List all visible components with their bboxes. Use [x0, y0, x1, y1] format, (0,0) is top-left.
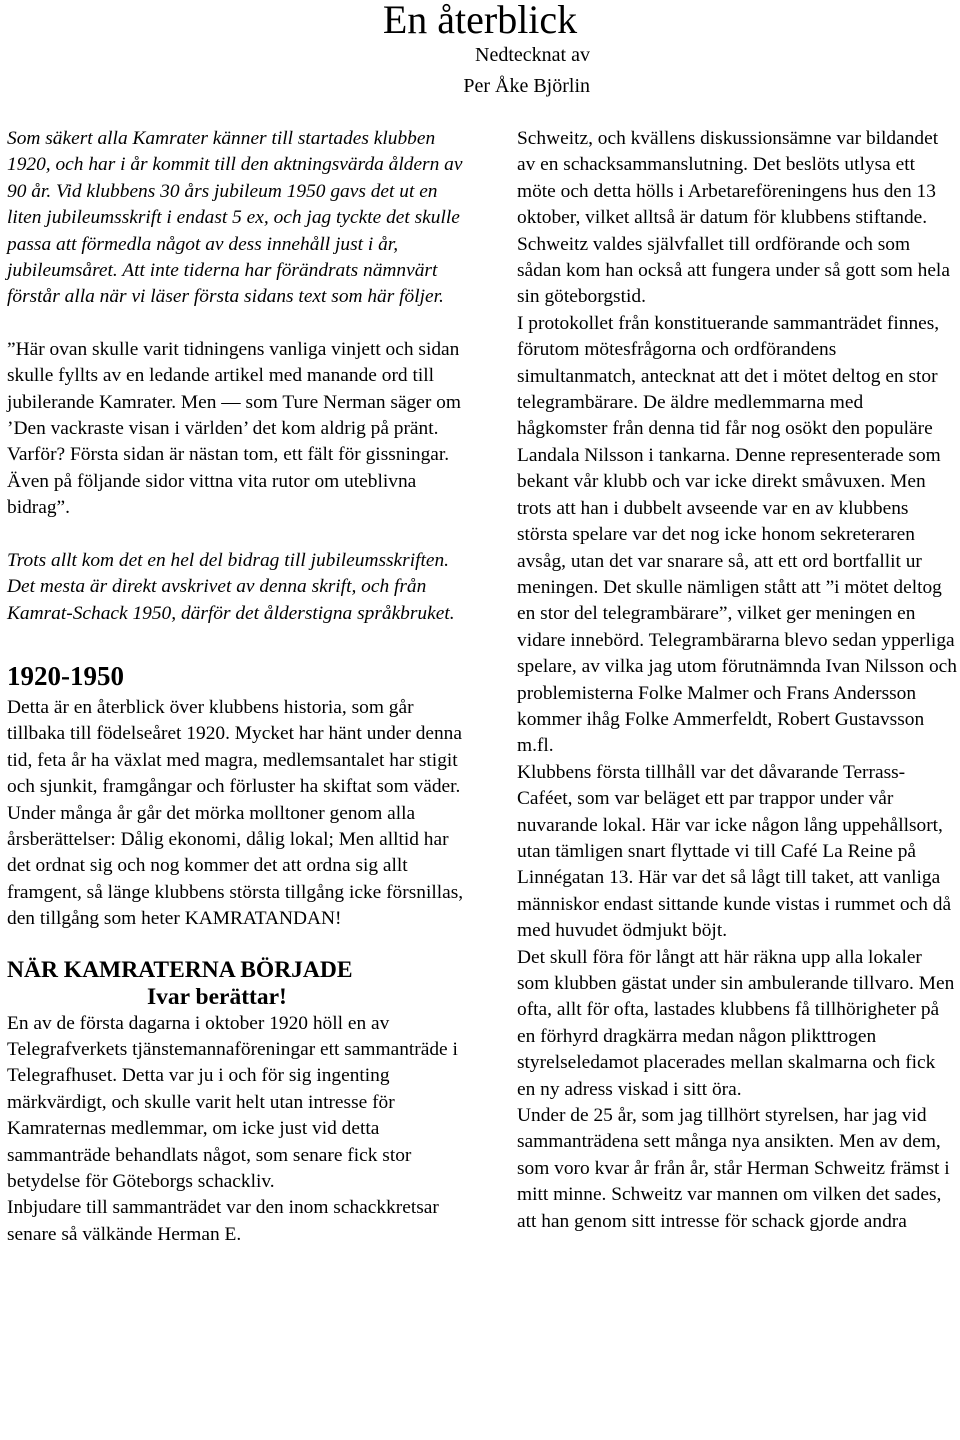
page-title: En återblick: [382, 0, 578, 42]
history-paragraph: Detta är en återblick över klubbens historia, som går tillbaka till födelseåret 1920. Mycket har hänt under denna tid, feta år ha växlat med magra, medlemsantalet har stigit och sjunkit, framgångar och förluster ha skiftat som väder.: [7, 696, 462, 798]
right-paragraph-1: Schweitz, och kvällens diskussionsämne var bildandet av en schacksammanslutning. Det beslöts utlysa ett möte och detta hölls i Arbetareföreningens hus den 13 oktober, vilket alltså är datum för klubbens stiftande. Schweitz valdes självfallet till ordförande och som sådan kom han också att fungera under så gott som hela sin göteborgstid.: [517, 128, 950, 308]
page-header: [0, 0, 960, 110]
intro-paragraph: Som säkert alla Kamrater känner till startades klubben 1920, och har i år kommit till den aktningsvärda åldern av 90 år. Vid klubbens 30 års jubileum 1950 gavs det ut en liten jubileumsskrift i endast 5 ex, och jag tyckte det skulle passa att förmedla något av dess innehåll just i år, jubileumsåret. Att inte tiderna har förändrats nämnvärt förstår alla när vi läser första sidans text som här följer.: [7, 128, 463, 308]
section-heading-start: NÄR KAMRATERNA BÖRJADE: [7, 956, 353, 983]
story-paragraph-2: Inbjudare till sammanträdet var den inom schackkretsar senare så välkände Herman E.: [7, 1197, 439, 1245]
byline-author: Per Åke Björlin: [463, 75, 590, 97]
right-paragraph-5: Under de 25 år, som jag tillhört styrelsen, har jag vid sammanträdena sett många nya ansikten. Men av dem, som voro kvar år från år, står Herman Schweitz främst i mitt minne. Schweitz var mannen om vilken det sades, att han genom sitt intresse för schack gjorde andra: [517, 1105, 950, 1232]
right-paragraph-3: Klubbens första tillhåll var det dåvarande Terrass-Caféet, som var beläget ett par trappor under vår nuvarande lokal. Här var icke någon lång uppehållsort, utan tämligen snart flyttade vi till Café La Reine på Linnégatan 13. Här var det så lågt till taket, att vanliga människor endast sittande kunde vistas i rummet och då med huvudet ödmjukt böjt.: [517, 761, 952, 942]
right-paragraph-4: Det skull föra för långt att här räkna upp alla lokaler som klubben gästat under sin ambulerande tillvaro. Men ofta, allt för ofta, lastades klubbens få tillhörigheter på en förhyrd dragkärra medan någon plikttrogen styrelseledamot placerades mellan skalmarna och fick en ny adress viskad i sitt öra.: [517, 946, 955, 1100]
note-paragraph: Trots allt kom det en hel del bidrag till jubileumsskriften. Det mesta är direkt avskrivet av denna skrift, och från Kamrat-Schack 1950, därför det ålderstigna språkbruket.: [7, 549, 455, 624]
right-paragraph-2: I protokollet från konstituerande sammanträdet finnes, förutom mötesfrågorna och ordförandens simultanmatch, antecknat att det i mötet deltog en stor telegrambärare. De äldre medlemmarna med hågkomster från denna tid får nog osökt den populäre Landala Nilsson i tankarna. Denne representerade som bekant vår klubb och var icke direkt småvuxen. Men trots att han i dubbelt avseende var en av klubbens största spelare var det nog icke honom sekreteraren avsåg, utan det var snarare så, att ett ord bortfallit ur meningen. Det skulle nämligen stått att ”i mötet deltog en stor del telegrambärare”, vilket ger meningen en vidare innebörd. Telegrambärarna blevo sedan ypperliga spelare, av vilka jag utom förutnämnda Ivan Nilsson och problemisterna Folke Malmer och Frans Andersson kommer ihåg Folke Ammerfeldt, Robert Gustavsson m.fl.: [517, 312, 957, 757]
section-subheading: Ivar berättar!: [147, 983, 287, 1010]
history-paragraph-2: Under många år går det mörka molltoner genom alla årsberättelser: Dålig ekonomi, dålig lokal; Men alltid har det ordnat sig och nog kommer det att ordna sig allt framgent, så länge klubbens största tillgång icke försnillas, den tillgång som heter KAMRATANDAN!: [7, 802, 464, 930]
byline-line-1: Nedtecknat av: [475, 44, 590, 66]
right-column: [517, 126, 957, 1235]
left-column: [7, 126, 465, 1248]
story-paragraph: En av de första dagarna i oktober 1920 höll en av Telegrafverkets tjänstemannaföreningar ett sammanträde i Telegrafhuset. Detta var ju i och för sig ingenting märkvärdigt, och skulle varit helt utan intresse för Kamraternas medlemmar, om icke just vid detta sammanträde behandlats något, som senare fick stor betydelse för Göteborgs schackliv.: [7, 1012, 458, 1192]
section-heading-years: 1920-1950: [7, 660, 124, 691]
quote-paragraph: ”Här ovan skulle varit tidningens vanliga vinjett och sidan skulle fyllts av en ledande artikel med manande ord till jubilerande Kamrater. Men — som Ture Nerman säger om ’Den vackraste visan i världen’ det kom aldrig på pränt. Varför? Första sidan är nästan tom, ett fält för gissningar. Även på följande sidor vittna vita rutor om uteblivna bidrag”.: [7, 338, 461, 519]
